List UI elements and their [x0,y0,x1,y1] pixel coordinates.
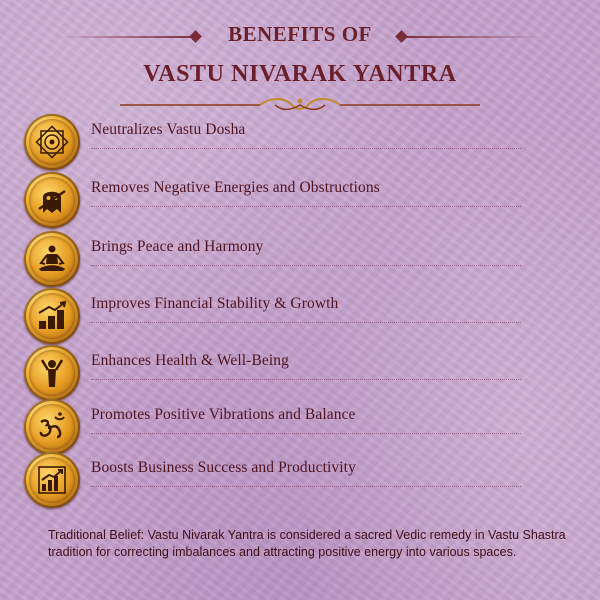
benefit-item-1 [24,114,584,170]
benefit-label: Brings Peace and Harmony [91,238,264,255]
benefit-medallion [24,399,80,455]
coin-stack-icon [35,299,69,333]
dotted-divider [91,433,521,434]
benefit-label: Neutralizes Vastu Dosha [91,121,246,138]
dotted-divider [91,265,521,266]
benefit-label: Enhances Health & Well-Being [91,352,289,369]
page-title-line2: VASTU NIVARAK YANTRA [143,61,457,87]
meditation-icon [35,242,69,276]
page-title-line1: BENEFITS OF [228,22,372,46]
flourish-divider [120,95,480,115]
growth-chart-icon [35,463,69,497]
benefit-medallion [24,288,80,344]
benefit-label: Improves Financial Stability & Growth [91,295,339,312]
benefit-item-7 [24,452,584,508]
om-icon [35,410,69,444]
dotted-divider [91,206,521,207]
title-block [0,0,600,118]
benefit-item-5 [24,345,584,401]
benefit-medallion [24,452,80,508]
benefit-item-3 [24,231,584,287]
dotted-divider [91,148,521,149]
benefit-medallion [24,114,80,170]
benefit-label: Boosts Business Success and Productivity [91,459,356,476]
dotted-divider [91,322,521,323]
benefit-label: Removes Negative Energies and Obstructions [91,179,380,196]
benefit-item-4 [24,288,584,344]
benefit-medallion [24,231,80,287]
benefit-label: Promotes Positive Vibrations and Balance [91,406,356,423]
benefit-item-6 [24,399,584,455]
person-arms-up-icon [35,356,69,390]
benefit-medallion [24,345,80,401]
traditional-belief-note: Traditional Belief: Vastu Nivarak Yantra is considered a sacred Vedic remedy in Vastu Shastra tradition for correcting imbalances and attracting positive energy into various spaces. [48,528,566,559]
benefit-medallion [24,172,80,228]
ghost-icon [35,183,69,217]
dotted-divider [91,379,521,380]
benefit-item-2 [24,172,584,228]
dotted-divider [91,486,521,487]
yantra-icon [35,125,69,159]
